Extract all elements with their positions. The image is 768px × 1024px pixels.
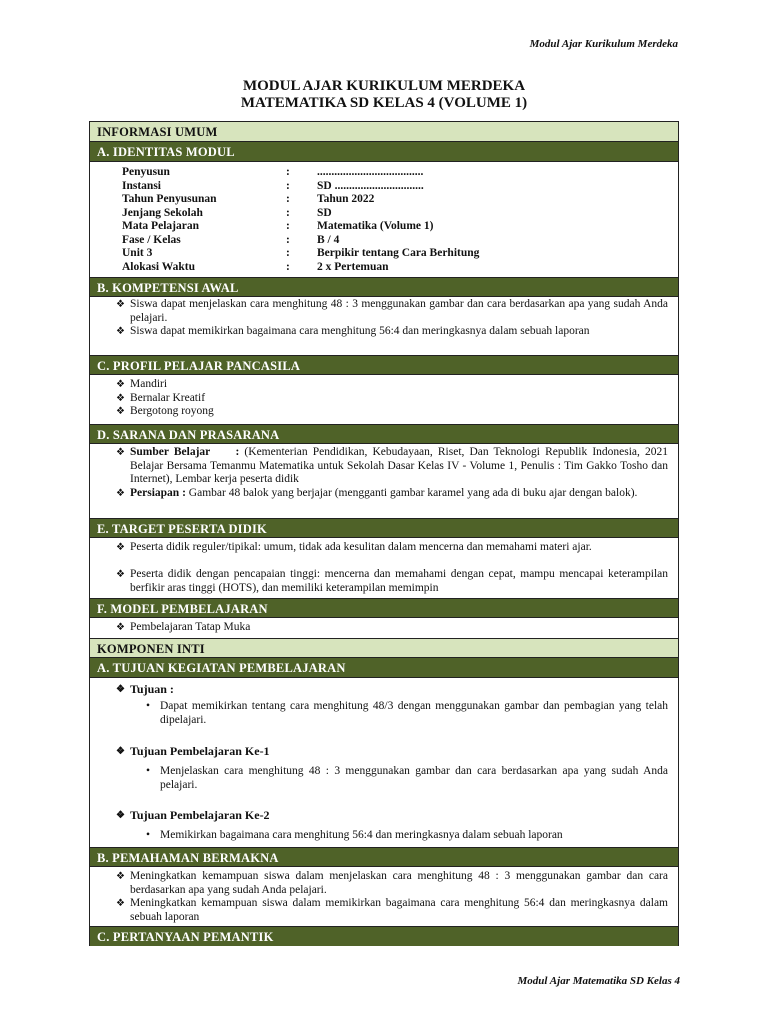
list-item: ❖ Mandiri bbox=[116, 378, 168, 390]
model-pembelajaran-header: F. MODEL PEMBELAJARAN bbox=[90, 598, 678, 618]
list-item: • Memikirkan bagaimana cara menghitung 56:4 dan meringkasnya dalam sebuah laporan bbox=[146, 829, 563, 841]
diamond-bullet-icon: ❖ bbox=[116, 379, 125, 390]
target-peserta-header: E. TARGET PESERTA DIDIK bbox=[90, 518, 678, 538]
informasi-umum-header: INFORMASI UMUM bbox=[90, 122, 678, 142]
list-item: ❖ Sumber Belajar : (Kementerian Pendidikan, Kebudayaan, Riset, Dan Teknologi Republik Indonesia, 2021 Belajar Bersama Temanmu Matematika untuk Sekolah Dasar Kelas IV - Volume 1, Penulis : Tim Gakko Tosho dan Internet), Lembar kerja peserta didik bbox=[116, 446, 668, 485]
diamond-bullet-icon: ❖ bbox=[116, 406, 125, 417]
diamond-bullet-icon: ❖ bbox=[116, 447, 125, 458]
diamond-bullet-icon: ❖ bbox=[116, 488, 125, 499]
title-line-1: MODUL AJAR KURIKULUM MERDEKA bbox=[242, 78, 526, 94]
list-item: ❖ Persiapan : Gambar 48 balok yang berjajar (mengganti gambar karamel yang ada di buku ajar dengan balok). bbox=[116, 487, 638, 499]
sarana-prasarana-header: D. SARANA DAN PRASARANA bbox=[90, 424, 678, 444]
diamond-bullet-icon: ❖ bbox=[116, 684, 125, 695]
diamond-bullet-icon: ❖ bbox=[116, 622, 125, 633]
diamond-bullet-icon: ❖ bbox=[116, 871, 125, 882]
pertanyaan-pemantik-header: C. PERTANYAAN PEMANTIK bbox=[90, 926, 678, 946]
diamond-bullet-icon: ❖ bbox=[116, 746, 125, 757]
list-item: ❖ Siswa dapat memikirkan bagaimana cara menghitung 56:4 dan meringkasnya dalam sebuah laporan bbox=[116, 325, 590, 337]
tujuan-heading: ❖ Tujuan Pembelajaran Ke-1 bbox=[116, 744, 270, 758]
list-item: • Dapat memikirkan tentang cara menghitung 48/3 dengan menggunakan gambar dan pembagian yang telah dipelajari. bbox=[146, 700, 668, 726]
diamond-bullet-icon: ❖ bbox=[116, 326, 125, 337]
running-header: Modul Ajar Kurikulum Merdeka bbox=[529, 38, 678, 50]
diamond-bullet-icon: ❖ bbox=[116, 299, 125, 310]
running-footer: Modul Ajar Matematika SD Kelas 4 bbox=[517, 975, 680, 987]
tujuan-heading: ❖ Tujuan : bbox=[116, 682, 174, 696]
diamond-bullet-icon: ❖ bbox=[116, 542, 125, 553]
profil-pancasila-header: C. PROFIL PELAJAR PANCASILA bbox=[90, 355, 678, 375]
diamond-bullet-icon: ❖ bbox=[116, 569, 125, 580]
round-bullet-icon: • bbox=[146, 700, 151, 712]
round-bullet-icon: • bbox=[146, 765, 151, 777]
module-table bbox=[89, 121, 679, 946]
list-item: • Menjelaskan cara menghitung 48 : 3 menggunakan gambar dan cara berdasarkan apa yang sudah Anda pelajari. bbox=[146, 765, 668, 791]
kompetensi-awal-header: B. KOMPETENSI AWAL bbox=[90, 277, 678, 297]
list-item: ❖ Bernalar Kreatif bbox=[116, 391, 206, 404]
pemahaman-bermakna-header: B. PEMAHAMAN BERMAKNA bbox=[90, 847, 678, 867]
list-item: ❖ Meningkatkan kemampuan siswa dalam memikirkan bagaimana cara menghitung 56:4 dan meringkasnya dalam sebuah laporan bbox=[116, 897, 668, 923]
identitas-modul-header: A. IDENTITAS MODUL bbox=[90, 142, 678, 162]
round-bullet-icon: • bbox=[146, 829, 151, 841]
list-item: ❖ Meningkatkan kemampuan siswa dalam menjelaskan cara menghitung 48 : 3 menggunakan gambar dan cara berdasarkan apa yang sudah Anda pelajari. bbox=[116, 870, 668, 896]
diamond-bullet-icon: ❖ bbox=[116, 810, 125, 821]
document-title bbox=[0, 78, 768, 112]
komponen-inti-header: KOMPONEN INTI bbox=[90, 638, 678, 658]
title-line-2: MATEMATIKA SD KELAS 4 (VOLUME 1) bbox=[240, 95, 528, 111]
tujuan-kegiatan-header: A. TUJUAN KEGIATAN PEMBELAJARAN bbox=[90, 658, 678, 678]
list-item: ❖ Pembelajaran Tatap Muka bbox=[116, 621, 251, 633]
tujuan-heading: ❖ Tujuan Pembelajaran Ke-2 bbox=[116, 808, 270, 822]
diamond-bullet-icon: ❖ bbox=[116, 898, 125, 909]
list-item: ❖ Peserta didik reguler/tipikal: umum, tidak ada kesulitan dalam mencerna dan memahami materi ajar. bbox=[116, 541, 592, 553]
diamond-bullet-icon: ❖ bbox=[116, 392, 125, 404]
list-item: ❖ Peserta didik dengan pencapaian tinggi: mencerna dan memahami dengan cepat, mampu mencapai keterampilan berfikir aras tinggi (HOTS), dan memiliki keterampilan memimpin bbox=[116, 568, 668, 594]
list-item: ❖ Siswa dapat menjelaskan cara menghitung 48 : 3 menggunakan gambar dan cara berdasarkan apa yang sudah Anda pelajari. bbox=[116, 298, 668, 324]
identitas-section: Penyusun : ..................................... Instansi : SD ............................... Tahun Penyusunan : Tahun 2022 Jenjang Sekolah : SD Mata Pelajaran : Matematika (Volume 1) Fase / Kelas : B / 4 Unit 3 : Berpikir tentang Cara Berhitung Alokasi Waktu : 2 x Pertemuan bbox=[122, 166, 480, 273]
list-item: ❖ Bergotong royong bbox=[116, 405, 214, 417]
